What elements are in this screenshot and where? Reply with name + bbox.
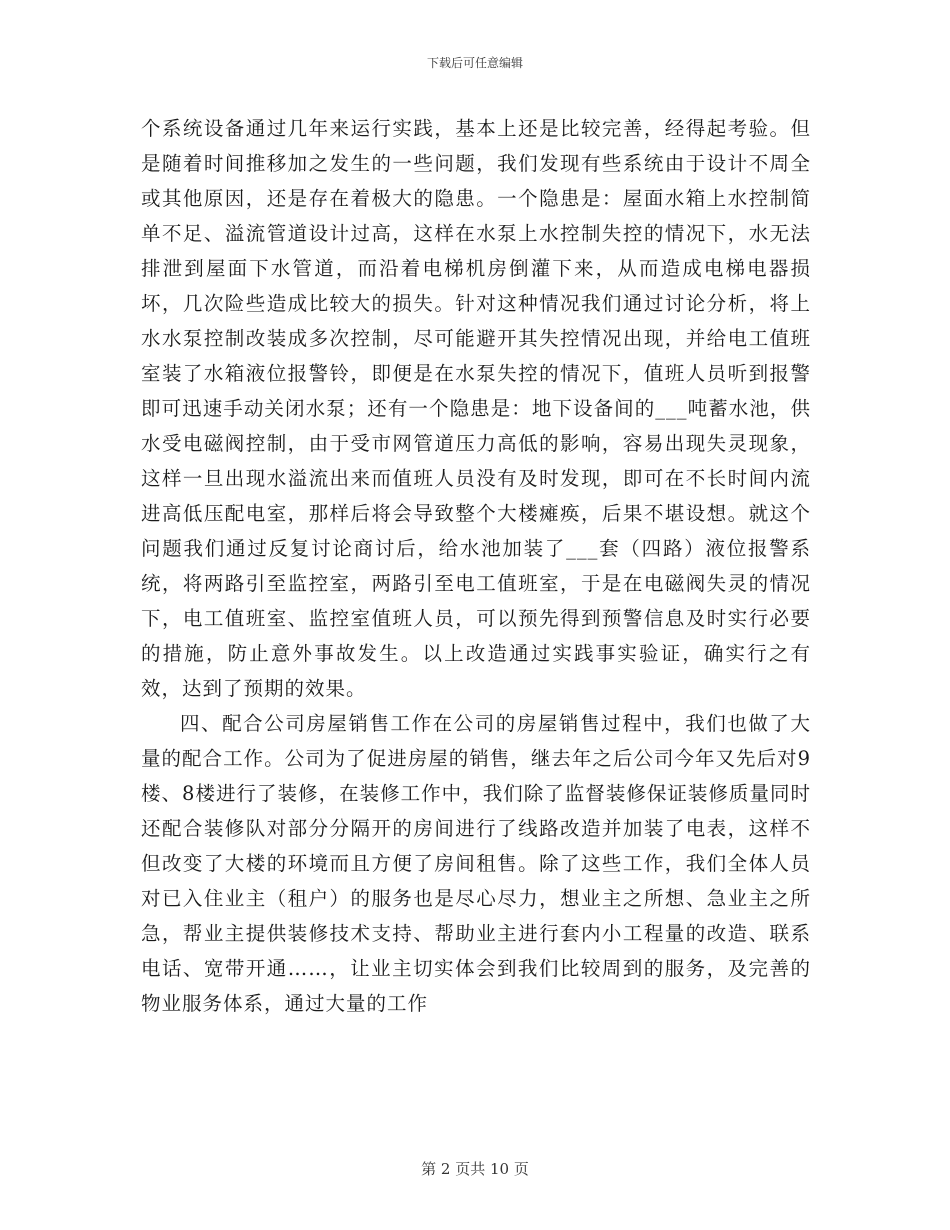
page-header-note: 下载后可任意编辑 [426, 56, 523, 70]
page-number: 第 2 页共 10 页 [421, 1160, 529, 1178]
paragraph-continued: 个系统设备通过几年来运行实践，基本上还是比较完善，经得起考验。但是随着时间推移加之发生的一些问题，我们发现有些系统由于设计不周全或其他原因，还是存在着极大的隐患。一个隐患是：屋面水箱上水控制简单不足、溢流管道设计过高，这样在水泵上水控制失控的情况下，水无法排泄到屋面下水管道，而沿着电梯机房倒灌下来，从而造成电梯电器损坏，几次险些造成比较大的损失。针对这种情况我们通过讨论分析，将上水水泵控制改装成多次控制，尽可能避开其失控情况出现，并给电工值班室装了水箱液位报警铃，即便是在水泵失控的情况下，值班人员听到报警即可迅速手动关闭水泵；还有一个隐患是：地下设备间的___吨蓄水池，供水受电磁阀控制，由于受市网管道压力高低的影响，容易出现失灵现象，这样一旦出现水溢流出来而值班人员没有及时发现，即可在不长时间内流进高低压配电室，那样后将会导致整个大楼瘫痪，后果不堪设想。就这个问题我们通过反复讨论商讨后，给水池加装了___套（四路）液位报警系统，将两路引至监控室，两路引至电工值班室，于是在电磁阀失灵的情况下，电工值班室、监控室值班人员，可以预先得到预警信息及时实行必要的措施，防止意外事故发生。以上改造通过实践事实验证，确实行之有效，达到了预期的效果。 [141, 117, 811, 700]
paragraph-section-four: 四、配合公司房屋销售工作在公司的房屋销售过程中，我们也做了大量的配合工作。公司为了促进房屋的销售，继去年之后公司今年又先后对9楼、8楼进行了装修，在装修工作中，我们除了监督装修保证装修质量同时还配合装修队对部分分隔开的房间进行了线路改造并加装了电表，这样不但改变了大楼的环境而且方便了房间租售。除了这些工作，我们全体人员对已入住业主（租户）的服务也是尽心尽力，想业主之所想、急业主之所急，帮业主提供装修技术支持、帮助业主进行套内小工程量的改造、联系电话、宽带开通……，让业主切实体会到我们比较周到的服务，及完善的物业服务体系，通过大量的工作 [141, 712, 811, 1015]
document-body [141, 111, 811, 1021]
